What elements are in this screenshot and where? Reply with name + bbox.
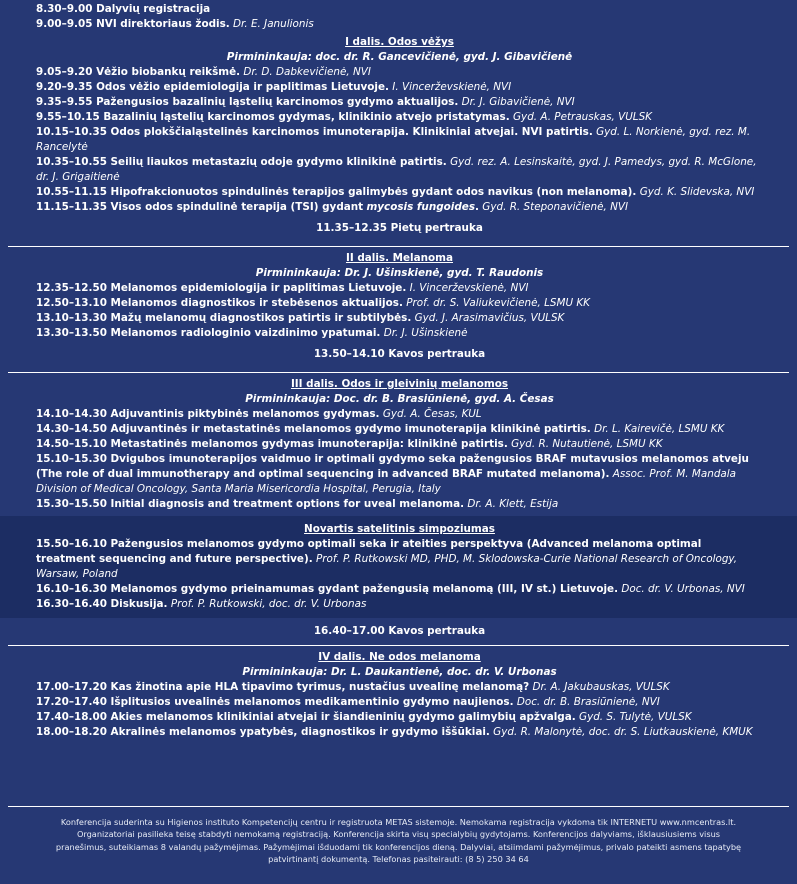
program-item	[36, 452, 763, 497]
divider	[8, 806, 789, 807]
item-title: 9.00–9.05 NVI direktoriaus žodis.	[36, 18, 230, 30]
program-item	[36, 680, 763, 695]
item-speaker: Dr. J. Gibavičienė, NVI	[461, 96, 575, 108]
part2-block	[0, 247, 797, 372]
footer-line: patvirtinantį dokumentą. Telefonas pasiteirauti: (8 5) 250 34 64	[268, 854, 529, 865]
section-heading	[36, 35, 763, 50]
item-title: 10.15–10.35 Odos plokščialąstelinės karcinomos imunoterapija. Klinikiniai atvejai. NVI patirtis.	[36, 126, 593, 138]
item-speaker: Dr. A. Jakubauskas, VULSK	[532, 681, 670, 693]
section-title: IV dalis. Ne odos melanoma	[318, 651, 481, 663]
item-title: 11.15–11.35 Visos odos spindulinė terapija (TSI) gydant	[36, 201, 364, 213]
program-item	[36, 710, 763, 725]
item-title: 15.30–15.50 Initial diagnosis and treatment options for uveal melanoma.	[36, 498, 465, 510]
section-heading	[36, 650, 763, 665]
part4-block	[0, 646, 797, 744]
section-title: I dalis. Odos vėžys	[345, 36, 454, 48]
lunch-break: 11.35–12.35 Pietų pertrauka	[316, 222, 483, 234]
program-item	[36, 296, 763, 311]
item-title: 9.20–9.35 Odos vėžio epidemiologija ir paplitimas Lietuvoje.	[36, 81, 389, 93]
program-item	[36, 125, 763, 155]
item-title: 10.35–10.55 Seilių liaukos metastazių odoje gydymo klinikinė patirtis.	[36, 156, 447, 168]
coffee-break: 13.50–14.10 Kavos pertrauka	[313, 348, 486, 360]
section-chair: Pirmininkauja: Doc. dr. B. Brasiūnienė, gyd. A. Česas	[245, 393, 554, 405]
item-speaker: I. Vincerževskienė, NVI	[409, 282, 529, 294]
item-speaker: Doc. dr. V. Urbonas, NVI	[621, 583, 745, 595]
program-item	[36, 65, 763, 80]
item-speaker: Gyd. R. Malonytė, doc. dr. S. Liutkauskienė, KMUK	[493, 726, 753, 738]
intro-block	[0, 0, 797, 246]
item-title: 9.05–9.20 Vėžio biobankų reikšmė.	[36, 66, 241, 78]
item-title-italic: mycosis fungoides	[366, 201, 476, 213]
program-item	[36, 200, 763, 215]
program-item	[36, 695, 763, 710]
item-speaker: Prof. P. Rutkowski, doc. dr. V. Urbonas	[170, 598, 367, 610]
item-speaker: Dr. D. Dabkevičienė, NVI	[243, 66, 371, 78]
program-item	[36, 281, 763, 296]
item-title: 14.30–14.50 Adjuvantinės ir metastatinės melanomos gydymo imunoterapija klinikinė patirtis.	[36, 423, 591, 435]
item-title: 12.50–13.10 Melanomos diagnostikos ir stebėsenos aktualijos.	[36, 297, 403, 309]
program-item	[36, 326, 763, 341]
item-title: 14.10–14.30 Adjuvantinis piktybinės melanomos gydymas.	[36, 408, 380, 420]
program-item	[36, 725, 763, 740]
coffee-break: 16.40–17.00 Kavos pertrauka	[313, 625, 486, 637]
section-heading	[36, 377, 763, 392]
program-item	[36, 582, 763, 597]
program-item	[36, 597, 763, 612]
item-speaker: Gyd. J. Arasimavičius, VULSK	[414, 312, 565, 324]
program-item	[36, 95, 763, 110]
item-speaker: Dr. E. Janulionis	[233, 18, 314, 30]
item-speaker: I. Vincerževskienė, NVI	[392, 81, 512, 93]
item-speaker: Assoc. Prof. M. Mandala Division of Medical Oncology, Santa Maria Misericordia Hospital, Perugia, Italy	[36, 468, 737, 495]
section-title: II dalis. Melanoma	[345, 252, 453, 264]
item-speaker: Gyd. rez. A. Lesinskaitė, gyd. J. Pamedys, gyd. R. McGlone, dr. J. Grigaitienė	[36, 156, 757, 183]
footer-line: pranešimus, suteikiamas 8 valandų pažymėjimas. Pažymėjimai išduodami tik konferencijos dieną. Dalyviai, atsiimdami pažymėjimus, privalo pateikti asmens tapatybę	[55, 841, 742, 852]
item-title: 10.55–11.15 Hipofrakcionuotos spindulinės terapijos galimybės gydant odos navikus (non melanoma).	[36, 186, 637, 198]
item-title: 9.35–9.55 Pažengusios bazalinių ląstelių karcinomos gydymo aktualijos.	[36, 96, 459, 108]
program-item	[36, 437, 763, 452]
item-speaker: Prof. P. Rutkowski MD, PHD, M. Sklodowska-Curie National Research of Oncology, Warsaw, Poland	[36, 553, 738, 580]
program-item	[36, 110, 763, 125]
program-item	[36, 311, 763, 326]
item-title: 8.30–9.00 Dalyvių registracija	[36, 3, 211, 15]
item-title: 14.50–15.10 Metastatinės melanomos gydymas imunoterapija: klinikinė patirtis.	[36, 438, 508, 450]
item-title: 12.35–12.50 Melanomos epidemiologija ir paplitimas Lietuvoje.	[36, 282, 407, 294]
item-title: 18.00–18.20 Akralinės melanomos ypatybės, diagnostikos ir gydymo iššūkiai.	[36, 726, 490, 738]
item-title: 13.30–13.50 Melanomos radiologinio vaizdinimo ypatumai.	[36, 327, 381, 339]
item-speaker: Prof. dr. S. Valiukevičienė, LSMU KK	[406, 297, 590, 309]
section-title: III dalis. Odos ir gleivinių melanomos	[290, 378, 509, 390]
footer-note	[0, 810, 797, 866]
item-title: 15.50–16.10 Pažengusios melanomos gydymo optimali seka ir ateities perspektyva (Advanced melanoma optimal treatment sequencing and future perspective).	[36, 538, 702, 565]
item-title: 15.10–15.30 Dvigubos imunoterapijos vaidmuo ir optimali gydymo seka pažengusios BRAF mutavusios melanomos atveju (The role of dual immunotherapy and optimal sequencing in advanced BRAF mutated melanoma).	[36, 453, 749, 480]
footer-line: Organizatoriai pasilieka teisę stabdyti nemokamą registraciją. Konferencija skirta visų specialybių gydytojams. Konferencijos dalyviams, išklausiusiems visus	[76, 829, 721, 840]
item-speaker: Gyd. S. Tulytė, VULSK	[579, 711, 692, 723]
program-item	[36, 80, 763, 95]
item-speaker: Gyd. L. Norkienė, gyd. rez. M. Rancelytė	[36, 126, 751, 153]
item-title: 17.40–18.00 Akies melanomos klinikiniai atvejai ir šiandieninių gydymo galimybių apžvalga.	[36, 711, 576, 723]
item-title: 13.10–13.30 Mažų melanomų diagnostikos patirtis ir subtilybės.	[36, 312, 412, 324]
section-chair: Pirmininkauja: doc. dr. R. Gancevičienė, gyd. J. Gibavičienė	[226, 51, 573, 63]
program-item	[36, 17, 763, 32]
section-heading	[36, 522, 763, 537]
program-item	[36, 497, 763, 512]
item-speaker: Gyd. A. Petrauskas, VULSK	[513, 111, 652, 123]
program-item	[36, 407, 763, 422]
program-item	[36, 422, 763, 437]
program-item	[36, 155, 763, 185]
section-chair: Pirmininkauja: Dr. J. Ušinskienė, gyd. T. Raudonis	[255, 267, 544, 279]
program-item	[36, 185, 763, 200]
item-title: 16.30–16.40 Diskusija.	[36, 598, 168, 610]
footer-line: Konferencija suderinta su Higienos instituto Kompetencijų centru ir registruota METAS sistemoje. Nemokama registracija vykdoma tik INTERNETU www.nmcentras.lt.	[60, 817, 737, 827]
program-item	[36, 537, 763, 582]
item-speaker: Dr. J. Ušinskienė	[383, 327, 468, 339]
item-speaker: Dr. A. Klett, Estija	[467, 498, 559, 510]
break3-block	[0, 618, 797, 645]
item-title: 16.10–16.30 Melanomos gydymo prieinamumas gydant pažengusią melanomą (III, IV st.) Lietuvoje.	[36, 583, 619, 595]
program-item	[36, 2, 763, 17]
section-chair: Pirmininkauja: Dr. L. Daukantienė, doc. dr. V. Urbonas	[242, 666, 557, 678]
section-heading	[36, 251, 763, 266]
item-speaker: Dr. L. Kairevičė, LSMU KK	[594, 423, 725, 435]
item-speaker: Gyd. A. Česas, KUL	[382, 408, 482, 420]
item-speaker: Gyd. R. Nutautienė, LSMU KK	[511, 438, 663, 450]
item-title: 17.20–17.40 Išplitusios uvealinės melanomos medikamentinio gydymo naujienos.	[36, 696, 514, 708]
item-title: 9.55–10.15 Bazalinių ląstelių karcinomos gydymas, klinikinio atvejo pristatymas.	[36, 111, 510, 123]
item-speaker: Doc. dr. B. Brasiūnienė, NVI	[516, 696, 660, 708]
item-speaker: Gyd. R. Steponavičienė, NVI	[482, 201, 629, 213]
section-title: Novartis satelitinis simpoziumas	[304, 523, 495, 535]
symposium-block	[0, 516, 797, 618]
item-title-tail: .	[475, 201, 479, 213]
part3-block	[0, 373, 797, 516]
item-title: 17.00–17.20 Kas žinotina apie HLA tipavimo tyrimus, nustačius uvealinę melanomą?	[36, 681, 530, 693]
item-speaker: Gyd. K. Slidevska, NVI	[639, 186, 755, 198]
